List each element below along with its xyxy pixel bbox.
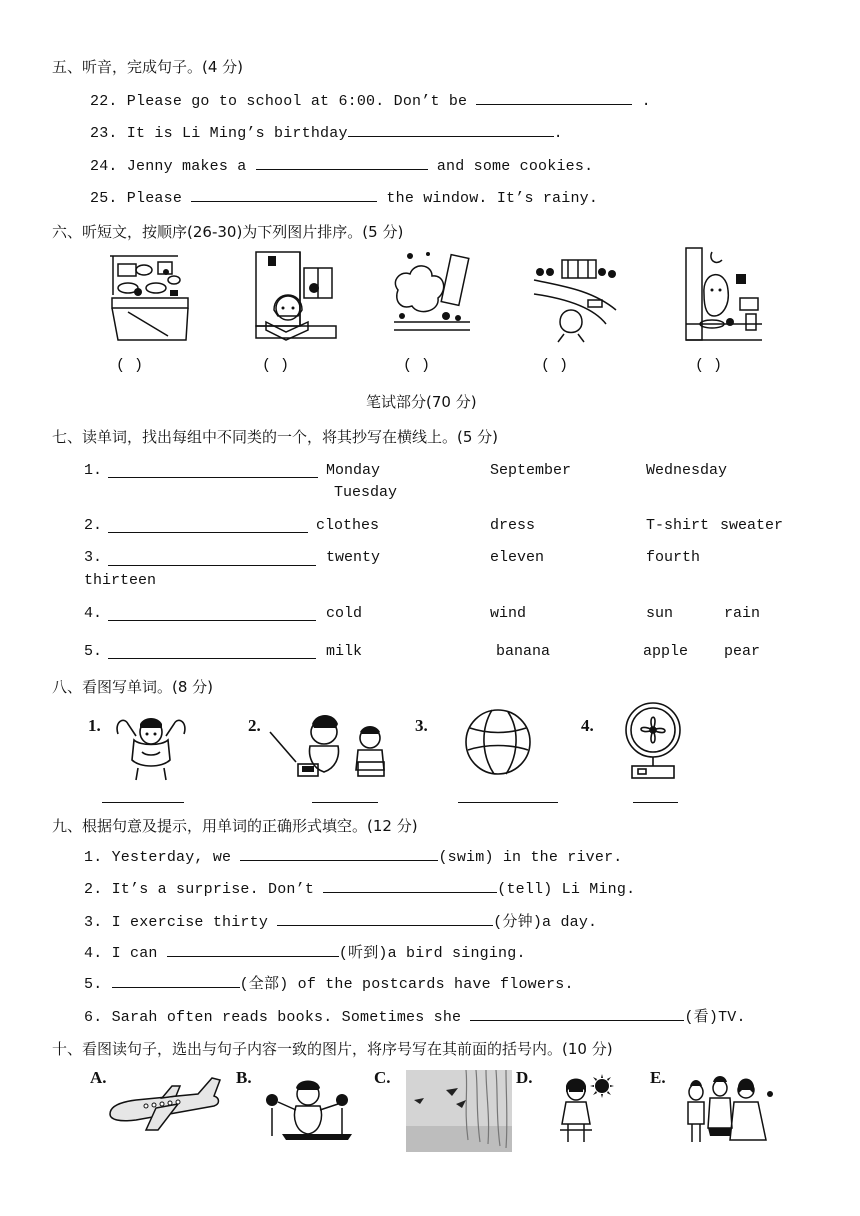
option-b-label: B. xyxy=(236,1068,252,1087)
row-2-word-1: clothes xyxy=(316,517,380,534)
row-5-word-1: milk xyxy=(326,643,363,660)
row-5-word-3: apple xyxy=(643,643,689,660)
row-4-word-3: sun xyxy=(646,605,674,622)
question-24 xyxy=(90,156,593,175)
row-1-blank[interactable] xyxy=(108,477,318,478)
row-5-blank[interactable] xyxy=(108,658,316,659)
road-trip-picture xyxy=(532,250,620,346)
order-paren-2[interactable]: ( ) xyxy=(262,357,290,374)
fill-item-3-hint: (分钟)a day. xyxy=(493,914,598,931)
girl-reading-picture xyxy=(252,250,338,346)
fill-item-2 xyxy=(84,879,635,898)
written-part-heading: 笔试部分(70 分) xyxy=(366,393,477,411)
picture-3-answer-line[interactable] xyxy=(458,802,558,803)
picture-1-label: 1. xyxy=(88,716,101,735)
answer-blank-23[interactable] xyxy=(348,123,554,137)
angry-kids-picture xyxy=(262,710,388,782)
fill-item-6-text: 6. Sarah often reads books. Sometimes she xyxy=(84,1009,462,1026)
section-10-title: 十、看图读句子，选出与句子内容一致的图片，将序号写在其前面的括号内。(10 分) xyxy=(52,1040,613,1058)
breakfast-table-picture xyxy=(682,246,766,346)
airplane-picture xyxy=(106,1074,224,1132)
question-25-text: 25. Please xyxy=(90,190,183,207)
row-4-number: 4. xyxy=(84,605,103,622)
family-group-picture xyxy=(682,1074,774,1144)
section-5-title: 五、听音，完成句子。(4 分) xyxy=(52,58,244,76)
section-6-title: 六、听短文，按顺序(26-30)为下列图片排序。(5 分) xyxy=(52,223,404,241)
row-1-word-4: Tuesday xyxy=(334,484,398,501)
row-1-number: 1. xyxy=(84,462,103,479)
question-23 xyxy=(90,123,563,142)
question-22 xyxy=(90,91,651,110)
picture-4-answer-line[interactable] xyxy=(633,802,678,803)
row-3-word-4: thirteen xyxy=(84,572,157,589)
answer-blank-24[interactable] xyxy=(256,156,428,170)
option-c-label: C. xyxy=(374,1068,391,1087)
picture-3-label: 3. xyxy=(415,716,428,735)
order-paren-3[interactable]: ( ) xyxy=(403,357,431,374)
child-with-flowers-picture xyxy=(262,1078,354,1140)
washing-dishes-picture xyxy=(388,250,474,346)
question-24-end: and some cookies. xyxy=(436,158,594,175)
fill-item-4-hint: (听到)a bird singing. xyxy=(338,945,526,962)
picture-4-label: 4. xyxy=(581,716,594,735)
fill-blank-4[interactable] xyxy=(167,943,339,957)
row-3-word-1: twenty xyxy=(326,549,381,566)
fill-item-6 xyxy=(84,1005,746,1026)
row-4-word-2: wind xyxy=(490,605,527,622)
fill-item-3-text: 3. I exercise thirty xyxy=(84,914,269,931)
fill-blank-1[interactable] xyxy=(240,847,438,861)
kitchen-cooking-picture xyxy=(108,250,192,346)
fill-blank-6[interactable] xyxy=(470,1007,684,1021)
fill-blank-3[interactable] xyxy=(277,912,493,926)
fill-item-4 xyxy=(84,941,526,962)
fill-item-2-text: 2. It’s a surprise. Don’t xyxy=(84,881,315,898)
fill-item-1-hint: (swim) in the river. xyxy=(438,849,623,866)
row-3-word-2: eleven xyxy=(490,549,545,566)
question-25-end: the window. It’s rainy. xyxy=(386,190,599,207)
question-25 xyxy=(90,188,598,207)
fill-item-6-hint: (看)TV. xyxy=(684,1009,746,1026)
picture-1-answer-line[interactable] xyxy=(102,802,184,803)
order-paren-4[interactable]: ( ) xyxy=(541,357,569,374)
row-1-word-2: September xyxy=(490,462,572,479)
fill-item-1-text: 1. Yesterday, we xyxy=(84,849,232,866)
row-5-word-4: pear xyxy=(724,643,761,660)
section-7-title: 七、读单词，找出每组中不同类的一个，将其抄写在横线上。(5 分) xyxy=(52,428,499,446)
row-2-word-2: dress xyxy=(490,517,536,534)
order-paren-1[interactable]: ( ) xyxy=(116,357,144,374)
option-e-label: E. xyxy=(650,1068,666,1087)
fill-item-1 xyxy=(84,847,622,866)
fill-item-4-text: 4. I can xyxy=(84,945,158,962)
basketball-picture xyxy=(462,706,534,778)
row-2-blank[interactable] xyxy=(108,532,308,533)
order-paren-5[interactable]: ( ) xyxy=(695,357,723,374)
picture-2-answer-line[interactable] xyxy=(312,802,378,803)
row-2-word-3: T-shirt xyxy=(646,517,710,534)
answer-blank-25[interactable] xyxy=(191,188,377,202)
row-3-number: 3. xyxy=(84,549,103,566)
section-8-title: 八、看图写单词。(8 分) xyxy=(52,678,214,696)
picture-2-label: 2. xyxy=(248,716,261,735)
answer-blank-22[interactable] xyxy=(476,91,632,105)
row-1-word-1: Monday xyxy=(326,462,381,479)
row-5-number: 5. xyxy=(84,643,103,660)
fill-item-2-hint: (tell) Li Ming. xyxy=(497,881,636,898)
option-d-label: D. xyxy=(516,1068,533,1087)
electric-fan-picture xyxy=(622,700,684,782)
swallows-willow-picture xyxy=(406,1070,512,1152)
fill-blank-5[interactable] xyxy=(112,974,240,988)
fill-item-5-hint: (全部) of the postcards have flowers. xyxy=(239,976,574,993)
question-24-text: 24. Jenny makes a xyxy=(90,158,247,175)
section-9-title: 九、根据句意及提示，用单词的正确形式填空。(12 分) xyxy=(52,817,418,835)
fill-item-5 xyxy=(84,972,574,993)
row-4-blank[interactable] xyxy=(108,620,316,621)
row-1-word-3: Wednesday xyxy=(646,462,728,479)
option-a-label: A. xyxy=(90,1068,107,1087)
question-23-text: 23. It is Li Ming’s birthday xyxy=(90,125,348,142)
question-22-text: 22. Please go to school at 6:00. Don’t be xyxy=(90,93,468,110)
row-3-word-3: fourth xyxy=(646,549,701,566)
row-2-word-4: sweater xyxy=(720,517,784,534)
question-23-end: . xyxy=(553,125,563,142)
fill-item-3 xyxy=(84,910,597,931)
row-4-word-4: rain xyxy=(724,605,761,622)
girl-in-sun-picture xyxy=(556,1074,618,1144)
question-22-end: . xyxy=(641,93,651,110)
strong-man-picture xyxy=(110,712,192,782)
row-5-word-2: banana xyxy=(496,643,551,660)
row-3-blank[interactable] xyxy=(108,565,316,566)
row-4-word-1: cold xyxy=(326,605,363,622)
fill-blank-2[interactable] xyxy=(323,879,497,893)
row-2-number: 2. xyxy=(84,517,103,534)
fill-item-5-text: 5. xyxy=(84,976,103,993)
